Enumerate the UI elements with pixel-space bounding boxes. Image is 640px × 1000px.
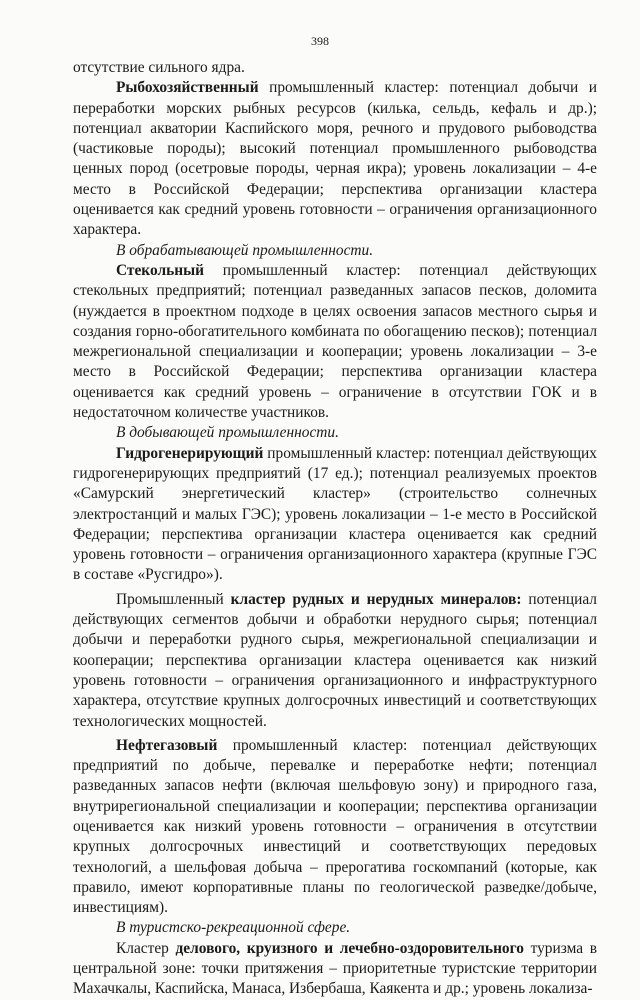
paragraph-intro: отсутствие сильного ядра. <box>73 59 245 76</box>
section-heading-mining: В добывающей промышленности. <box>116 424 339 442</box>
paragraph-fishery-cluster: Рыбохозяйственный промышленный кластер: потенциал добычи и переработки морских рыбных ресурсов (килька, сельдь, кефаль и др.); потенциал акватории Каспийского моря, речного и прудового рыбоводства (частиковые породы); высокий потенциал промышленного рыбоводства ценных пород (осетровые породы, черная икра); уровень локализации – 4-е место в Российской Федерации; перспектива организации кластера оценивается как средний уровень готовности – ограничения организационного характера. <box>73 79 597 239</box>
paragraph-tourism-cluster: Кластер делового, круизного и лечебно-оздоровительного туризма в центральной зоне: точки притяжения – приоритетные туристские территории Махачкалы, Каспийска, Манаса, Избербаша, Каякента и др.; уровень локализа- <box>73 939 597 998</box>
document-body <box>73 58 597 1000</box>
paragraph-hydro-cluster: Гидрогенерирующий промышленный кластер: потенциал действующих гидрогенерирующих предприятий (17 ед.); потенциал реализуемых проектов «Самурский энергетический кластер» (строительство солнечных электростанций и малых ГЭС); уровень локализации – 1-е место в Российской Федерации; перспектива организации кластера оценивается как средний уровень готовности – ограничения организационного характера (крупные ГЭС в составе «Русгидро»). <box>73 444 597 584</box>
cluster-name-fishery: Рыбохозяйственный <box>116 79 259 97</box>
paragraph-oil-gas-cluster: Нефтегазовый промышленный кластер: потенциал действующих предприятий по добыче, перевалке и переработке нефти; потенциал разведанных запасов нефти (включая шельфовую зону) и природного газа, внутрирегиональной специализации и кооперации; перспектива организации оценивается как низкий уровень готовности – ограничения в отсутствии крупных долгосрочных инвестиций и соответствующих передовых технологий, а шельфовая добыча – прерогатива госкомпаний (которые, как правило, имеют корпоративные планы по геологической разведке/добыче, инвестициям). <box>73 736 597 917</box>
cluster-name-oil-gas: Нефтегазовый <box>116 736 218 754</box>
cluster-name-minerals: кластер рудных и нерудных минералов: <box>230 590 522 608</box>
paragraph-glass-cluster: Стекольный промышленный кластер: потенциал действующих стекольных предприятий; потенциал разведанных запасов песков, доломита (нуждается в проектном подходе в целях освоения запасов местного сырья и создания горно-обогатительного комбината по обогащению песков); потенциал межрегиональной специализации и кооперации; уровень локализации – 3-е место в Российской Федерации; перспектива организации кластера оценивается как средний уровень – ограничение в отсутствии ГОК и в недостаточном количестве участников. <box>73 261 597 422</box>
section-heading-tourism: В туристско-рекреационной сфере. <box>116 919 351 937</box>
section-heading-manufacturing: В обрабатывающей промышленности. <box>116 241 374 259</box>
cluster-name-tourism: делового, круизного и лечебно-оздоровительного <box>175 939 524 957</box>
page-number: 398 <box>311 34 329 48</box>
paragraph-minerals-cluster: Промышленный кластер рудных и нерудных минералов: потенциал действующих сегментов добычи и обработки нерудного сырья; потенциал добычи и переработки рудного сырья, межрегиональной специализации и кооперации; перспектива организации кластера оценивается как низкий уровень готовности – ограничения организационного и инфраструктурного характера, отсутствие крупных долгосрочных инвестиций и соответствующих технологических мощностей. <box>73 590 597 730</box>
cluster-name-glass: Стекольный <box>116 261 204 279</box>
cluster-name-hydro: Гидрогенерирующий <box>116 444 264 462</box>
